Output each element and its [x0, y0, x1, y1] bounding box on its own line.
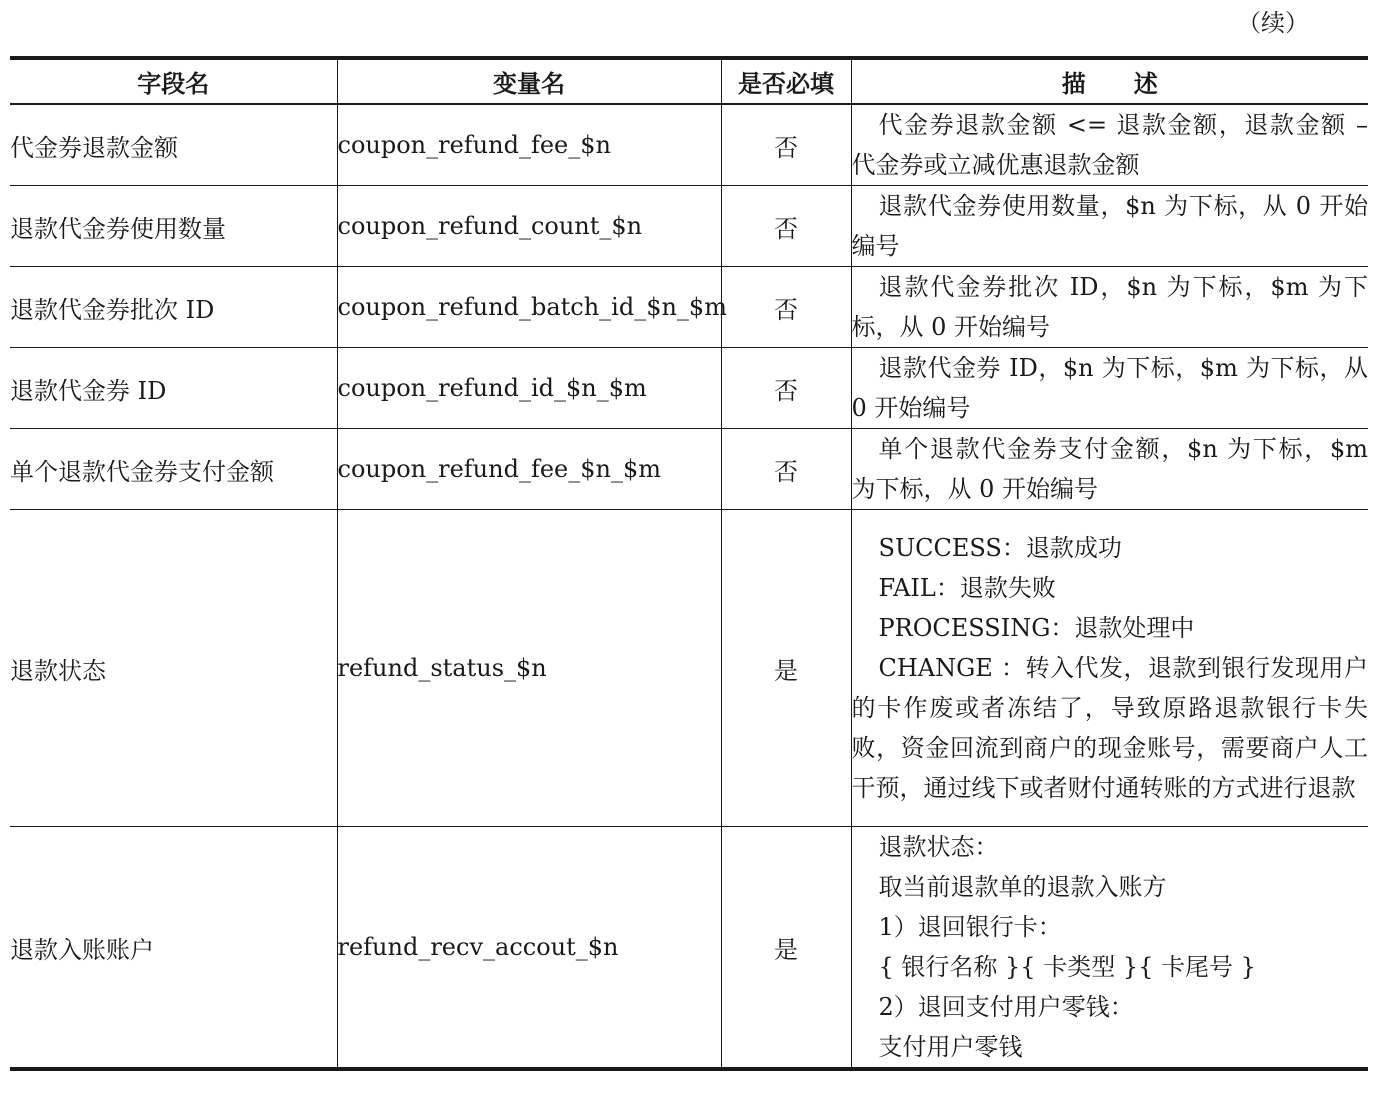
- description-line: 2）退回支付用户零钱：: [878, 993, 1134, 1021]
- variable-name-cell: refund_recv_accout_$n: [337, 827, 721, 1070]
- description-line: 支付用户零钱: [878, 1033, 1023, 1061]
- field-name-cell: 退款代金券使用数量: [10, 186, 337, 267]
- variable-name-cell: coupon_refund_fee_$n_$m: [337, 429, 721, 510]
- variable-name-cell: coupon_refund_fee_$n: [337, 104, 721, 186]
- field-name-cell: 退款代金券批次 ID: [10, 267, 337, 348]
- required-cell: 否: [721, 186, 851, 267]
- field-name-cell: 单个退款代金券支付金额: [10, 429, 337, 510]
- table-row: [10, 186, 1368, 267]
- description-cell: [851, 510, 1368, 827]
- description-line: 退款代金券 ID，$n 为下标，$m 为下标，从 0 开始编号: [851, 354, 1368, 422]
- field-table: [10, 56, 1368, 1071]
- table-row: [10, 429, 1368, 510]
- description-cell: [851, 186, 1368, 267]
- description-line: 取当前退款单的退款入账方: [878, 873, 1167, 901]
- variable-name-cell: refund_status_$n: [337, 510, 721, 827]
- variable-name-cell: coupon_refund_batch_id_$n_$m: [337, 267, 721, 348]
- table-row: [10, 348, 1368, 429]
- header-required: 是否必填: [721, 58, 851, 104]
- field-name-cell: 退款代金券 ID: [10, 348, 337, 429]
- table-header-row: [10, 58, 1368, 104]
- variable-name-cell: coupon_refund_count_$n: [337, 186, 721, 267]
- table-row: [10, 104, 1368, 186]
- description-cell: [851, 827, 1368, 1070]
- field-name-cell: 退款状态: [10, 510, 337, 827]
- description-line: PROCESSING：退款处理中: [878, 614, 1195, 642]
- header-description: 描述: [851, 58, 1368, 104]
- description-line: 退款状态：: [878, 833, 999, 861]
- description-line: FAIL：退款失败: [878, 574, 1056, 602]
- description-cell: [851, 267, 1368, 348]
- required-cell: 否: [721, 104, 851, 186]
- header-field-name: 字段名: [10, 58, 337, 104]
- description-line: 1）退回银行卡：: [878, 913, 1062, 941]
- required-cell: 否: [721, 267, 851, 348]
- description-line: SUCCESS：退款成功: [878, 534, 1122, 562]
- required-cell: 否: [721, 348, 851, 429]
- field-name-cell: 退款入账账户: [10, 827, 337, 1070]
- required-cell: 是: [721, 827, 851, 1070]
- description-cell: [851, 348, 1368, 429]
- field-name-cell: 代金券退款金额: [10, 104, 337, 186]
- required-cell: 否: [721, 429, 851, 510]
- variable-name-cell: coupon_refund_id_$n_$m: [337, 348, 721, 429]
- table-row: [10, 827, 1368, 1070]
- description-line: 单个退款代金券支付金额，$n 为下标，$m 为下标，从 0 开始编号: [851, 435, 1368, 503]
- description-cell: [851, 104, 1368, 186]
- table-row: [10, 510, 1368, 827]
- header-variable-name: 变量名: [337, 58, 721, 104]
- description-line: 代金券退款金额 <= 退款金额，退款金额 – 代金券或立减优惠退款金额: [851, 111, 1368, 179]
- description-line: CHANGE ：转入代发，退款到银行发现用户的卡作废或者冻结了，导致原路退款银行卡失败，资金回流到商户的现金账号，需要商户人工干预，通过线下或者财付通转账的方式进行退款: [851, 654, 1368, 802]
- required-cell: 是: [721, 510, 851, 827]
- description-line: 退款代金券批次 ID，$n 为下标，$m 为下标，从 0 开始编号: [851, 273, 1368, 341]
- description-line: 退款代金券使用数量，$n 为下标，从 0 开始编号: [851, 192, 1368, 260]
- description-cell: [851, 429, 1368, 510]
- description-line: { 银行名称 }{ 卡类型 }{ 卡尾号 }: [878, 953, 1256, 981]
- table-row: [10, 267, 1368, 348]
- continued-label: （续）: [1237, 9, 1309, 37]
